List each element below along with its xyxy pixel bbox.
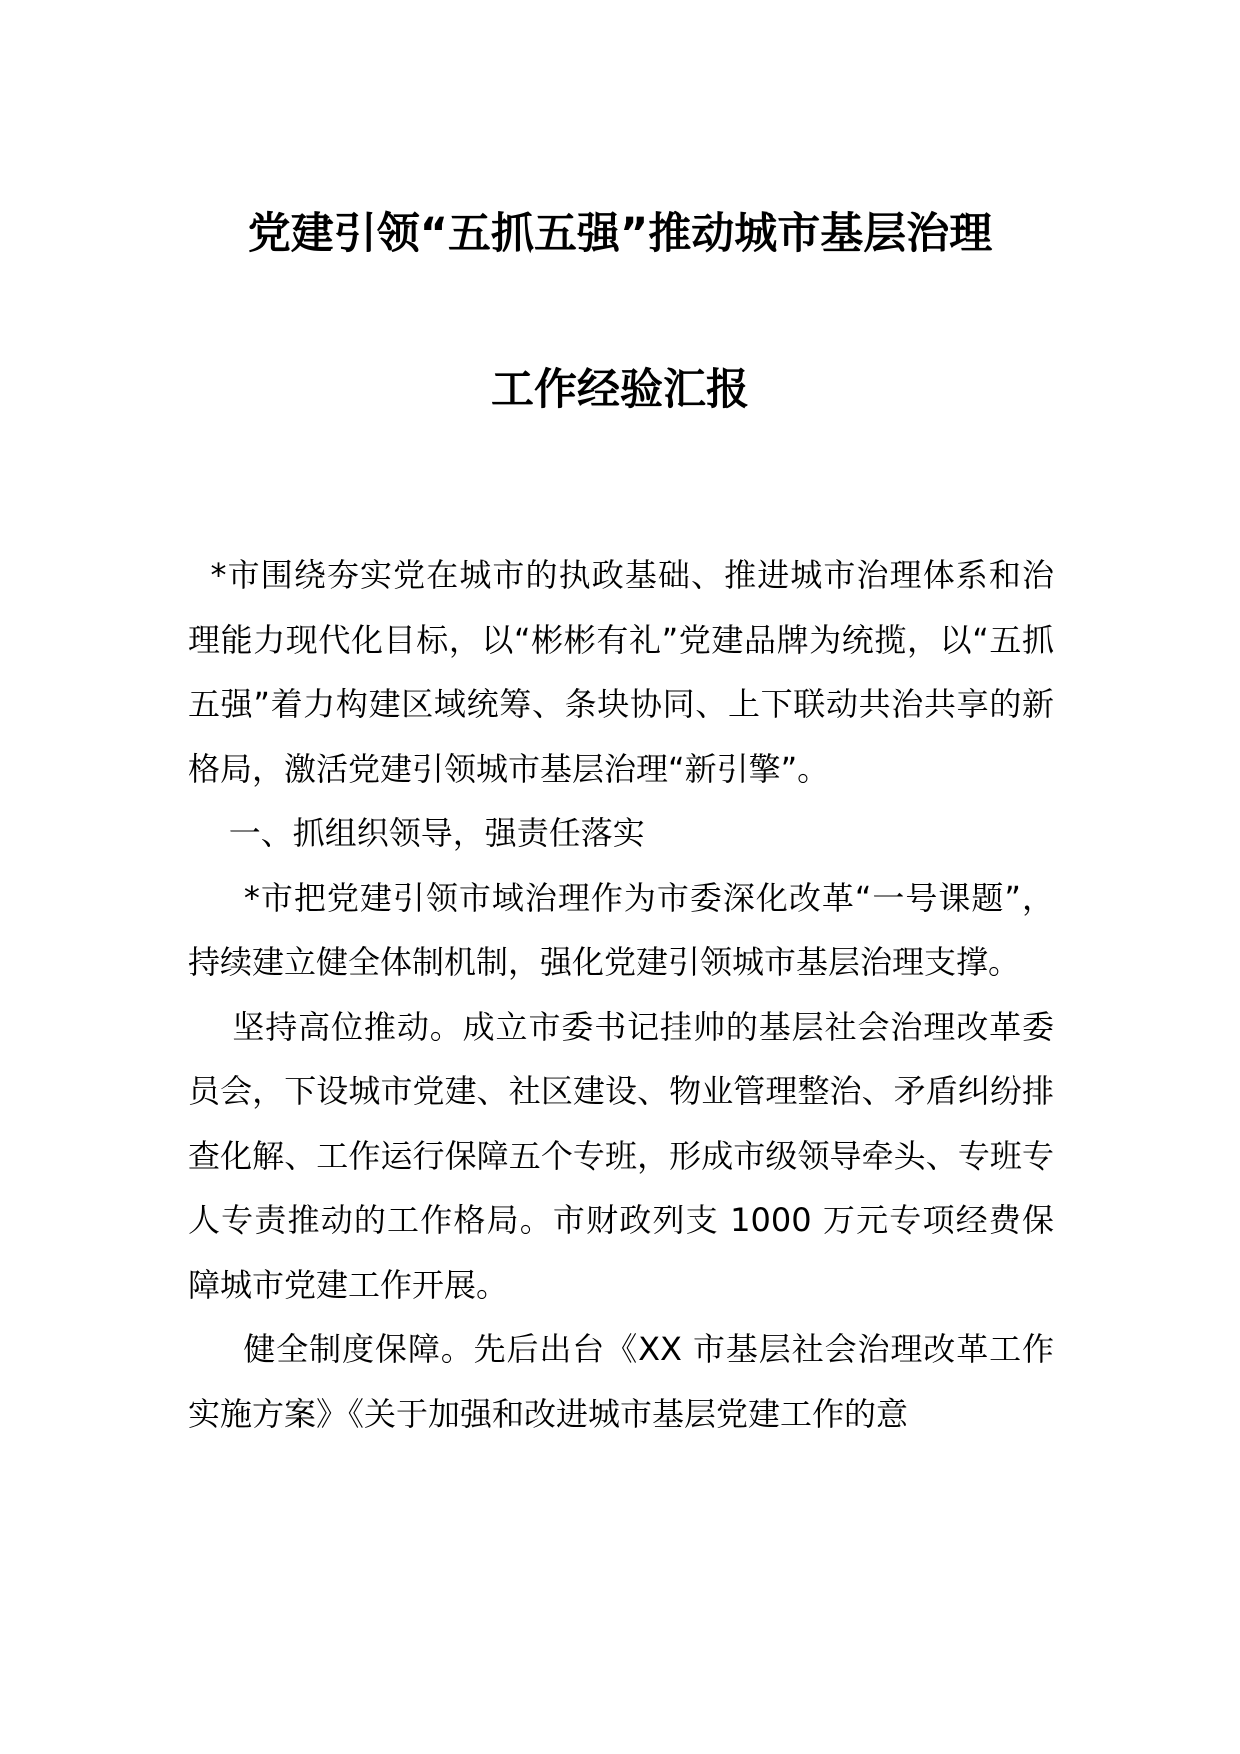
paragraph-high-level-push: 坚持高位推动。成立市委书记挂帅的基层社会治理改革委员会，下设城市党建、社区建设、物业管理整治、矛盾纠纷排查化解、工作运行保障五个专班，形成市级领导牵头、专班专人专责推动的工作格局。市财政列支 1000 万元专项经费保障城市党建工作开展。 <box>188 1007 1054 1304</box>
document-title-line-2: 工作经验汇报 <box>491 365 749 415</box>
section-heading-1: 一、抓组织领导，强责任落实 <box>188 814 645 852</box>
document-title-line-1: 党建引领“五抓五强”推动城市基层治理 <box>247 209 993 259</box>
paragraph-intro: *市围绕夯实党在城市的执政基础、推进城市治理体系和治理能力现代化目标，以“彬彬有礼”党建品牌为统揽，以“五抓五强”着力构建区域统筹、条块协同、上下联动共治共享的新格局，激活党建引领城市基层治理“新引擎”。 <box>188 556 1054 788</box>
paragraph-system-guarantee: 健全制度保障。先后出台《XX 市基层社会治理改革工作实施方案》《关于加强和改进城市基层党建工作的意 <box>188 1330 1054 1433</box>
document-body <box>188 543 1054 1446</box>
paragraph-section-1-intro: *市把党建引领市域治理作为市委深化改革“一号课题”，持续建立健全体制机制，强化党建引领城市基层治理支撑。 <box>188 878 1054 981</box>
